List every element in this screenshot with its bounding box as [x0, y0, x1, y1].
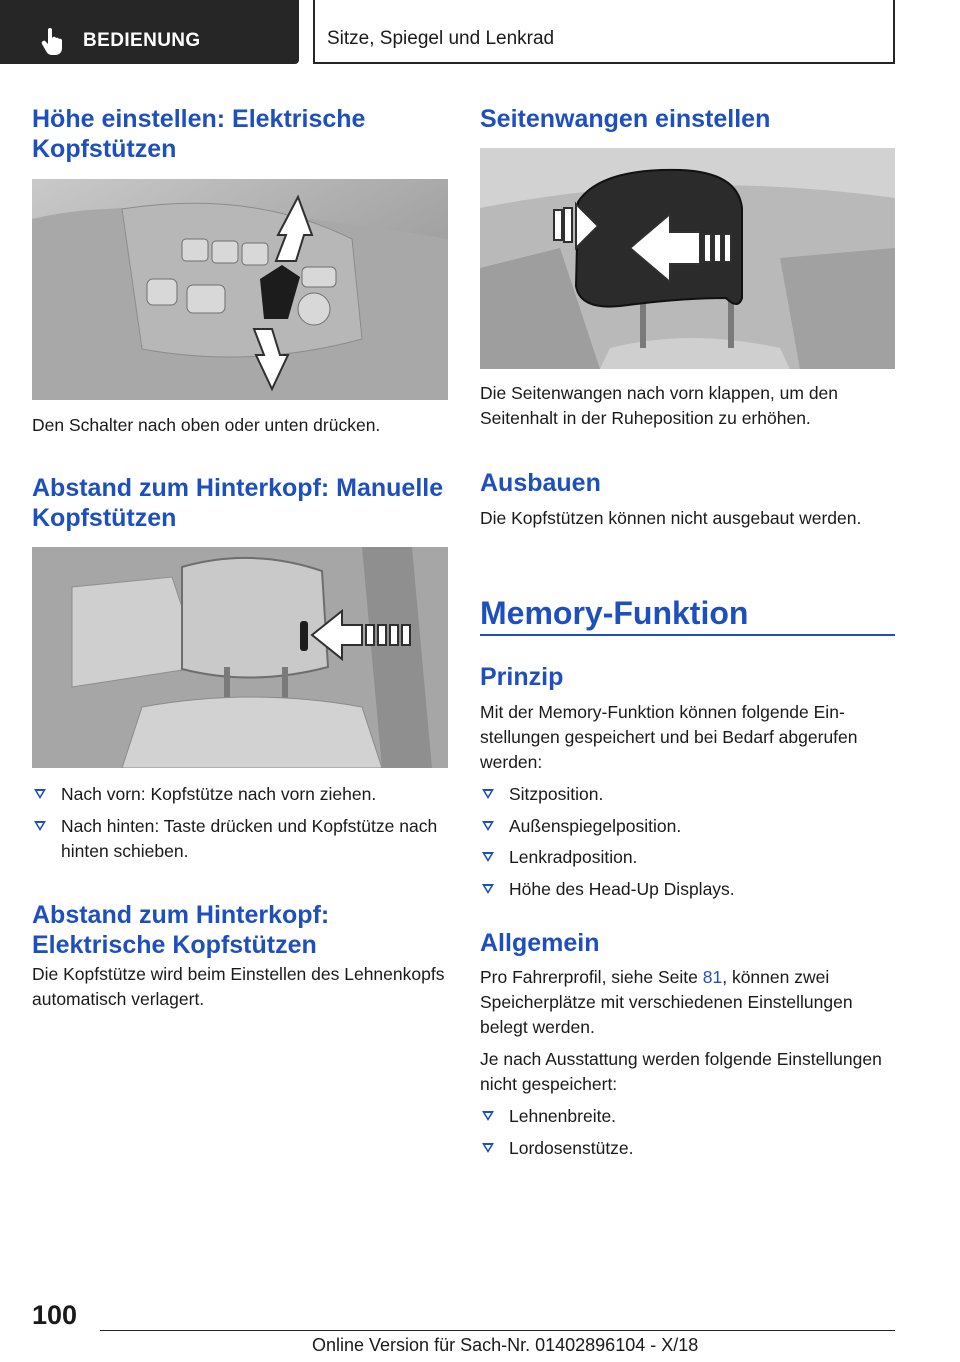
heading-rule	[480, 634, 895, 636]
bullet-triangle-icon	[482, 821, 494, 831]
list-item	[480, 1104, 896, 1129]
chapter-header	[313, 0, 895, 64]
text-elektrisch: Die Kopfstütze wird beim Einstellen des Lehnenkopfs automatisch verlagert.	[32, 964, 445, 1009]
list-item	[480, 1136, 896, 1161]
heading-elektrische-kopfstuetzen: Abstand zum Hinterkopf: Elektrische Kopfstützen	[32, 901, 330, 959]
text-ausstattung: Je nach Ausstattung werden folgende Einstellungen nicht gespeichert:	[480, 1049, 882, 1094]
bullet-triangle-icon	[482, 1111, 494, 1121]
list-item-text: Lordosenstütze.	[509, 1138, 634, 1158]
caption-seitenwangen: Die Seitenwangen nach vorn klappen, um den Seitenhalt in der Ruheposition zu erhöhen.	[480, 383, 839, 428]
text-allgemein-post: , können zwei Speicherplätze mit verschiedenen Einstellungen belegt werden.	[480, 967, 853, 1037]
heading-allgemein: Allgemein	[480, 929, 600, 957]
heading-seitenwangen: Seitenwangen einstellen	[480, 105, 771, 133]
caption-hoehe: Den Schalter nach oben oder unten drücken.	[32, 415, 381, 435]
list-item-text: Sitzposition.	[509, 784, 604, 804]
list-item-text: Lenkradposition.	[509, 847, 638, 867]
page-number: 100	[32, 1300, 78, 1330]
bullet-triangle-icon	[482, 789, 494, 799]
heading-memory-funktion: Memory-Funktion	[480, 595, 749, 631]
heading-ausbauen: Ausbauen	[480, 469, 601, 497]
list-item	[32, 814, 448, 864]
bullet-triangle-icon	[482, 884, 494, 894]
list-item	[480, 814, 896, 839]
heading-manuelle-kopfstuetzen: Abstand zum Hinterkopf: Manuelle Kopfstützen	[32, 474, 444, 532]
figure-side-wings	[480, 148, 895, 369]
text-allgemein-pre: Pro Fahrerprofil, siehe Seite	[480, 967, 703, 987]
section-label: BEDIENUNG	[83, 30, 201, 51]
text-allgemein	[480, 965, 896, 1040]
list-item-text: Außenspiegelposition.	[509, 816, 682, 836]
section-tab	[0, 0, 299, 64]
bullet-triangle-icon	[482, 852, 494, 862]
list-item-text: Lehnenbreite.	[509, 1106, 617, 1126]
footer-rule	[100, 1330, 895, 1331]
list-item	[32, 782, 448, 807]
bullet-triangle-icon	[34, 789, 46, 799]
list-item-text: Nach hinten: Taste drücken und Kopfstütze nach hinten schieben.	[61, 816, 438, 861]
heading-hoehe-einstellen: Höhe einstellen: Elektrische Kopfstützen	[32, 105, 366, 163]
chapter-title: Sitze, Spiegel und Lenkrad	[327, 28, 555, 49]
text-ausbauen: Die Kopfstützen können nicht ausgebaut werden.	[480, 508, 862, 528]
page-link[interactable]: 81	[702, 967, 723, 987]
footer-online-version: Online Version für Sach-Nr. 01402896104 - X/18	[312, 1335, 699, 1355]
list-item-text: Nach vorn: Kopfstütze nach vorn ziehen.	[61, 784, 377, 804]
figure-manual-headrest	[32, 547, 448, 768]
list-item	[480, 845, 896, 870]
list-item	[480, 782, 896, 807]
bullet-triangle-icon	[482, 1143, 494, 1153]
list-item	[480, 877, 896, 902]
text-prinzip: Mit der Memory-Funktion können folgende Einstellungen gespeichert und bei Bedarf abgerufen werden:	[480, 702, 858, 772]
list-item-text: Höhe des Head-Up Displays.	[509, 879, 735, 899]
heading-prinzip: Prinzip	[480, 663, 564, 691]
figure-seat-switch	[32, 179, 448, 400]
hand-pointer-icon	[40, 27, 66, 55]
bullet-triangle-icon	[34, 821, 46, 831]
